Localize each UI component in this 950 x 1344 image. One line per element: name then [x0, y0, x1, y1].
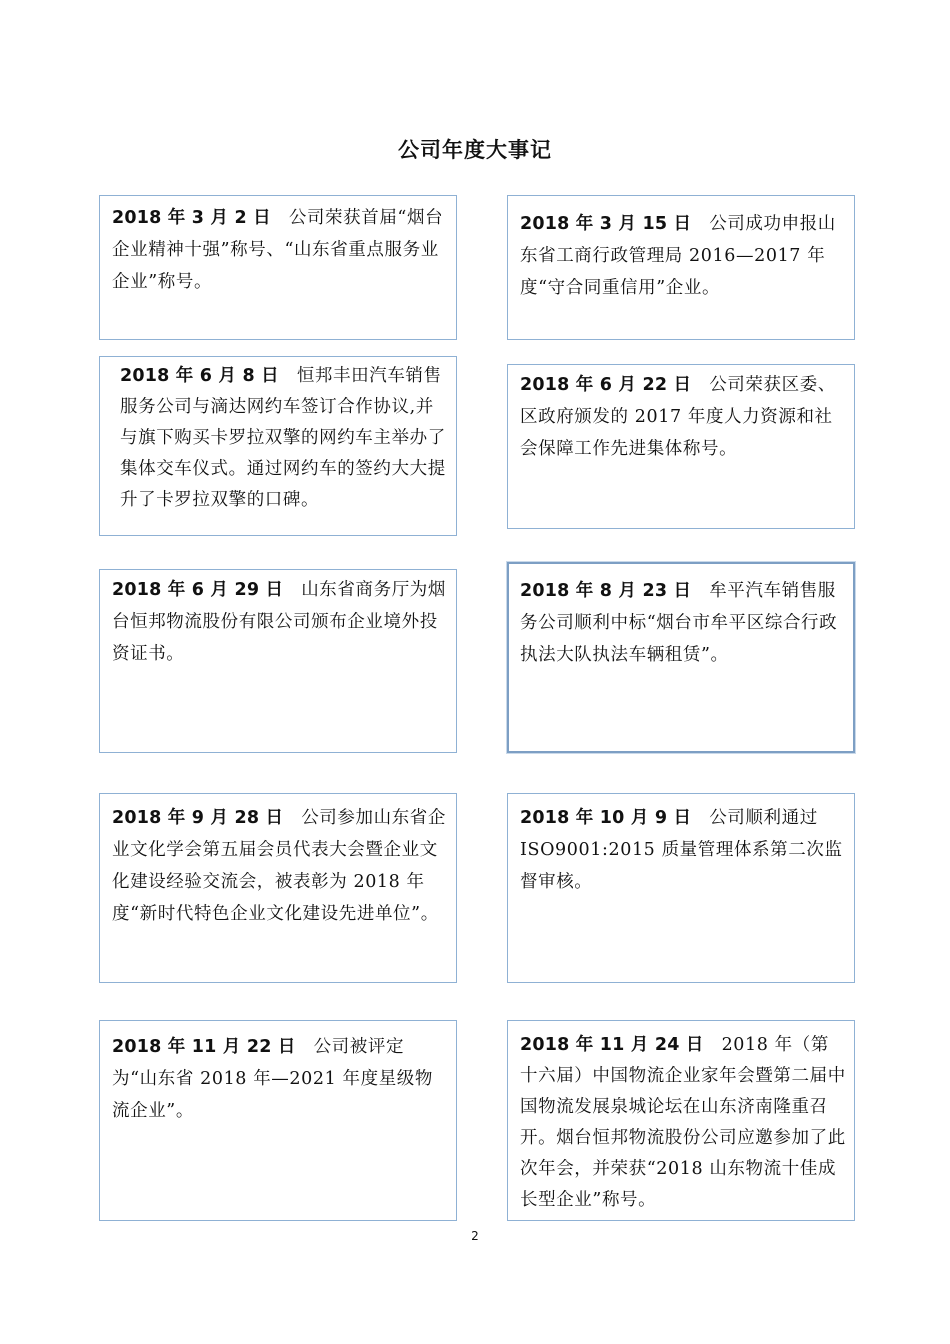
event-date: 2018 年 9 月 28 日 — [112, 808, 284, 828]
event-date: 2018 年 11 月 22 日 — [112, 1037, 296, 1057]
event-card — [99, 569, 457, 753]
event-text: 公司荣获区委、区政府颁发的 2017 年度人力资源和社会保障工作先进集体称号。 — [520, 375, 836, 459]
event-date: 2018 年 3 月 2 日 — [112, 208, 271, 228]
event-date: 2018 年 3 月 15 日 — [520, 214, 692, 234]
page-number: 2 — [471, 1229, 479, 1243]
event-text: 公司参加山东省企业文化学会第五届会员代表大会暨企业文化建设经验交流会，被表彰为 2018 年度“新时代特色企业文化建设先进单位”。 — [112, 808, 447, 924]
event-text: 牟平汽车销售服务公司顺利中标“烟台市牟平区综合行政执法大队执法车辆租赁”。 — [520, 581, 838, 665]
event-text: 公司顺利通过 ISO9001:2015 质量管理体系第二次监督审核。 — [520, 808, 843, 892]
event-date: 2018 年 6 月 8 日 — [120, 366, 279, 386]
event-date: 2018 年 6 月 29 日 — [112, 580, 284, 600]
event-card — [507, 1020, 855, 1221]
event-text: 山东省商务厅为烟台恒邦物流股份有限公司颁布企业境外投资证书。 — [112, 580, 447, 664]
page-title: 公司年度大事记 — [398, 138, 552, 162]
event-text: 恒邦丰田汽车销售服务公司与滴达网约车签订合作协议,并与旗下购买卡罗拉双擎的网约车主举办了集体交车仪式。通过网约车的签约大大提升了卡罗拉双擎的口碑。 — [120, 366, 446, 510]
event-text: 公司成功申报山东省工商行政管理局 2016—2017 年度“守合同重信用”企业。 — [520, 214, 836, 298]
event-card — [507, 562, 855, 753]
event-date: 2018 年 8 月 23 日 — [520, 581, 692, 601]
event-date: 2018 年 10 月 9 日 — [520, 808, 692, 828]
event-card — [99, 356, 457, 536]
event-card — [99, 793, 457, 983]
event-card — [507, 364, 855, 529]
event-card — [507, 195, 855, 340]
event-card — [99, 1020, 457, 1221]
event-date: 2018 年 6 月 22 日 — [520, 375, 692, 395]
event-card — [99, 195, 457, 340]
event-date: 2018 年 11 月 24 日 — [520, 1035, 704, 1055]
event-text: 公司被评定为“山东省 2018 年—2021 年度星级物流企业”。 — [112, 1037, 434, 1121]
event-text: 公司荣获首届“烟台企业精神十强”称号、“山东省重点服务业企业”称号。 — [112, 208, 444, 292]
event-card — [507, 793, 855, 983]
event-text: 2018 年（第十六届）中国物流企业家年会暨第二届中国物流发展泉城论坛在山东济南隆重召开。烟台恒邦物流股份公司应邀参加了此次年会，并荣获“2018 山东物流十佳成长型企业”称号。 — [520, 1035, 846, 1210]
